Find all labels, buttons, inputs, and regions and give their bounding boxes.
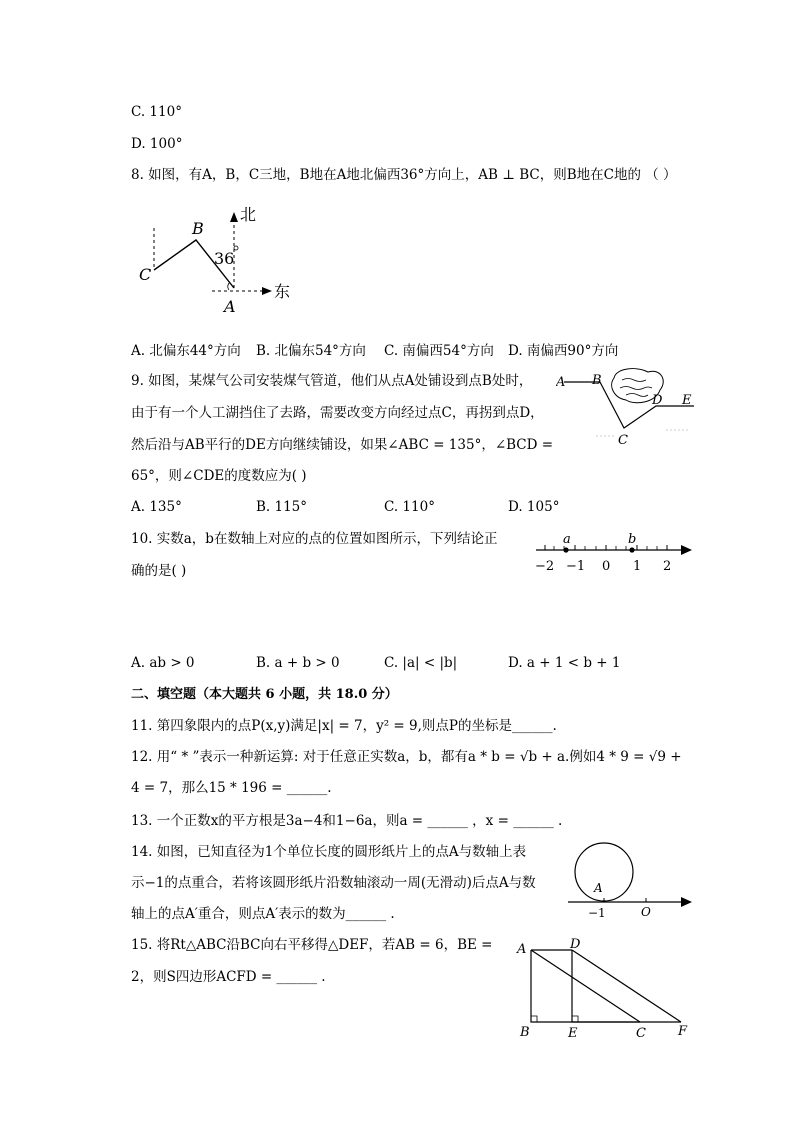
q15-figure [510, 936, 696, 1044]
q10-option-a: A. ab > 0 [131, 655, 195, 671]
q10-label-b: b [628, 532, 637, 547]
q9-option-d: D. 105° [508, 499, 560, 515]
east-label: 东 [274, 282, 291, 301]
q10-option-d: D. a + 1 < b + 1 [508, 655, 621, 671]
tick-2: 2 [663, 559, 672, 574]
q15-point-e: E [568, 1026, 578, 1041]
q10-option-b: B. a + b > 0 [256, 655, 340, 671]
angle-label: 36 [214, 249, 235, 268]
q9-line2: 由于有一个人工湖挡住了去路，需要改变方向经过点C，再拐到点D， [131, 405, 544, 421]
q12-line2: 4 = 7，那么15 * 196 = ______. [131, 780, 332, 796]
q13: 13. 一个正数x的平方根是3a−4和1−6a，则a = ______ ，x = ______ . [131, 813, 563, 829]
q14-line1: 14. 如图，已知直径为1个单位长度的圆形纸片上的点A与数轴上表 [131, 844, 527, 860]
q9-point-a: A [556, 375, 566, 390]
q9-option-b: B. 115° [256, 499, 308, 515]
tick-neg1: −1 [566, 559, 586, 574]
section-fill-in-heading: 二、填空题（本大题共 6 小题，共 18.0 分） [131, 687, 398, 702]
q9-point-c: C [618, 433, 628, 448]
q15-point-f: F [678, 1024, 688, 1039]
q14-tick-neg1: −1 [588, 906, 606, 920]
q9-figure [556, 366, 696, 450]
q14-figure [566, 840, 694, 920]
q9-option-c: C. 110° [384, 499, 435, 515]
q8-option-a: A. 北偏东44°方向 [131, 343, 241, 359]
q15-point-d: D [570, 937, 581, 952]
q8-stem: 8. 如图，有A，B，C三地，B地在A地北偏西36°方向上，AB ⊥ BC，则B地在C地的 （ ） [131, 167, 677, 183]
q9-option-a: A. 135° [131, 499, 182, 515]
q15-point-c: C [636, 1026, 646, 1041]
q9-line4: 65°，则∠CDE的度数应为( ) [131, 468, 307, 484]
point-c-label: C [139, 265, 152, 284]
q14-line2: 示−1的点重合，若将该圆形纸片沿数轴滚动一周(无滑动)后点A与数 [131, 875, 536, 891]
q8-option-c: C. 南偏西54°方向 [384, 343, 494, 359]
q15-line2: 2，则S四边形ACFD = ______ . [131, 969, 326, 985]
q10-line2: 确的是( ) [131, 563, 187, 579]
q10-line1: 10. 实数a，b在数轴上对应的点的位置如图所示，下列结论正 [131, 531, 498, 547]
q8-option-b: B. 北偏东54°方向 [256, 343, 366, 359]
q9-point-e: E [682, 393, 692, 408]
north-label: 北 [240, 205, 257, 224]
q11: 11. 第四象限内的点P(x,y)满足|x| = 7，y² = 9,则点P的坐标是______. [131, 718, 557, 734]
tick-0: 0 [602, 559, 611, 574]
tick-1: 1 [633, 559, 642, 574]
tick-neg2: −2 [535, 559, 555, 574]
q10-label-a: a [563, 532, 571, 547]
q9-point-b: B [592, 373, 602, 388]
q7-option-c: C. 110° [131, 104, 182, 120]
q14-line3: 轴上的点A′重合，则点A′表示的数为______ . [131, 906, 395, 922]
q14-point-a: A [594, 881, 603, 895]
point-a-label: A [224, 297, 236, 316]
q9-point-d: D [652, 393, 663, 408]
q12-line1: 12. 用“ * ”表示一种新运算: 对于任意正实数a，b，都有a * b = √b + a.例如4 * 9 = √9 + [131, 749, 682, 765]
q15-point-b: B [520, 1025, 530, 1040]
point-b-label: B [192, 219, 204, 238]
q15-point-a: A [517, 942, 527, 957]
q8-figure [130, 200, 300, 320]
q10-option-c: C. |a| < |b| [384, 655, 458, 671]
q8-option-d: D. 南偏西90°方向 [508, 343, 619, 359]
q9-line1: 9. 如图，某煤气公司安装煤气管道，他们从点A处铺设到点B处时， [131, 373, 533, 389]
q14-origin: O [641, 905, 651, 919]
q10-number-line [530, 530, 694, 576]
q9-line3: 然后沿与AB平行的DE方向继续铺设，如果∠ABC = 135°，∠BCD = [131, 437, 554, 453]
q15-line1: 15. 将Rt△ABC沿BC向右平移得△DEF，若AB = 6，BE = [131, 937, 493, 953]
q7-option-d: D. 100° [131, 136, 183, 152]
